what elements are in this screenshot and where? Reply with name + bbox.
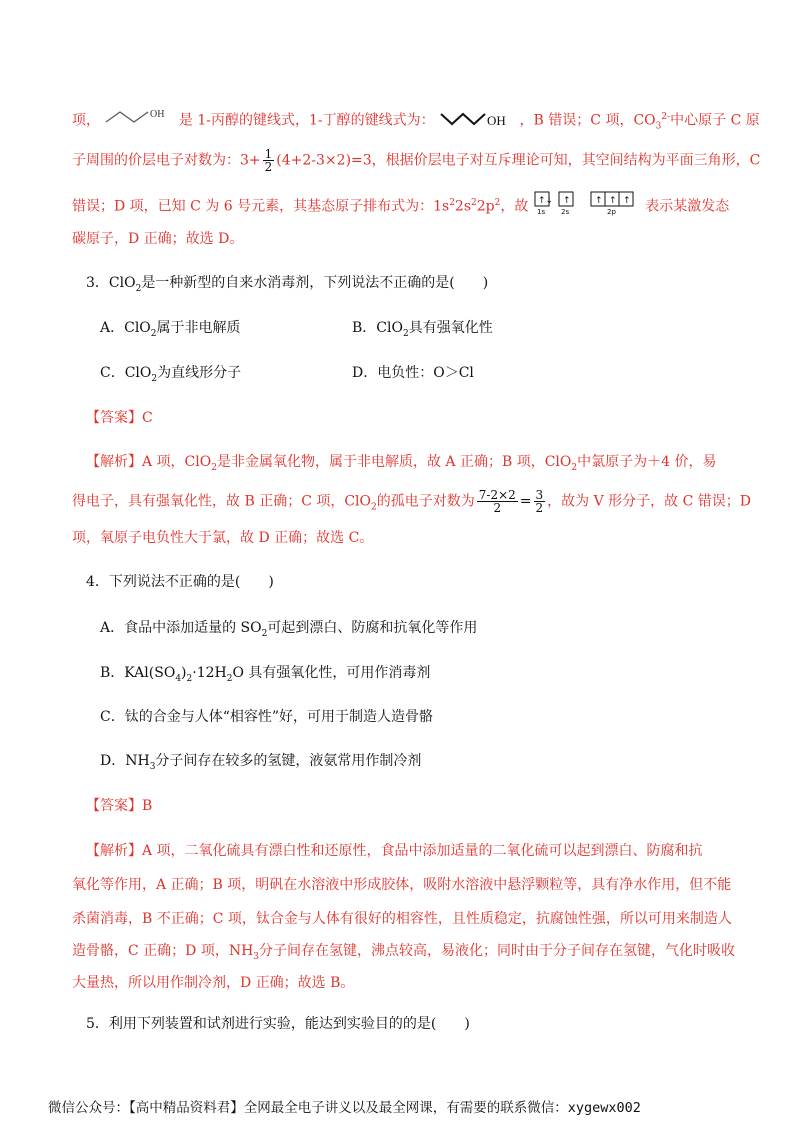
q3-answer — [86, 407, 760, 429]
answer-value: C — [142, 410, 153, 426]
propanol-skeletal-structure — [104, 106, 174, 135]
svg-text:↑: ↑ — [608, 196, 617, 206]
butanol-oh-label: OH — [487, 113, 506, 129]
q2-analysis-line-4: 碳原子，D 正确；故选 D。 — [72, 231, 244, 247]
fraction-lone-pair: $\frac{7-2\times 2}{2}$ — [478, 488, 516, 515]
q2-analysis-line-2: 子周围的价层电子对数为：3+ $\frac{1}{2}$ (4+2-3×2)=3，根据价层电子对互斥理论可知，其空间结构为平面三角形，C — [72, 147, 761, 174]
footer-wechat-notice: 微信公众号：【高中精品资料君】全网最全电子讲义以及最全网课，有需要的联系微信：xygewx002 — [48, 1100, 641, 1116]
q4-option-a: A．食品中添加适量的 $SO_2$可起到漂白、防腐和抗氧化等作用 — [100, 620, 478, 639]
q4-analysis-line-3: 杀菌消毒，B 不正确；C 项，钛合金与人体有很好的相容性，且性质稳定，抗腐蚀性强，所以可用来制造人 — [72, 911, 732, 927]
answer-tag: 【答案】 — [86, 410, 142, 426]
q3-stem: 3．ClO$_2$是一种新型的自来水消毒剂，下列说法不正确的是( ) — [86, 275, 489, 294]
q3-option-a: A．ClO$_2$属于非电解质 — [100, 320, 241, 339]
analysis-tag: 【解析】 — [86, 454, 142, 470]
svg-text:↑: ↑ — [622, 196, 631, 206]
orbital-2p-label: 2p — [606, 208, 616, 216]
q4-option-c: C．钛的合金与人体“相容性”好，可用于制造人造骨骼 — [100, 709, 434, 725]
q5-stem: 5．利用下列装置和试剂进行实验，能达到实验目的的是( ) — [86, 1016, 470, 1032]
q4-analysis-line-1: 【解析】A 项，二氧化硫具有漂白性和还原性，食品中添加适量的二氧化硫可以起到漂白、防腐和抗 — [86, 843, 703, 859]
propanol-oh-label: OH — [150, 109, 165, 121]
q3-analysis-line-3: 项，氧原子电负性大于氯，故 D 正确；故选 C。 — [72, 530, 374, 546]
orbital-2s-label: 2s — [560, 208, 569, 216]
q3-option-b: B．ClO$_2$具有强氧化性 — [352, 320, 493, 339]
q4-analysis-line-2: 氧化等作用，A 正确；B 项，明矾在水溶液中形成胶体，吸附水溶液中悬浮颗粒等，具有净水作用，但不能 — [72, 877, 732, 893]
analysis-tag: 【解析】 — [86, 843, 142, 859]
answer-tag: 【答案】 — [86, 798, 142, 814]
q4-analysis-line-5: 大量热，所以用作制冷剂，D 正确；故选 B。 — [72, 975, 355, 991]
q3-option-d: D．电负性：O＞Cl — [352, 365, 474, 381]
svg-text:↑: ↑ — [594, 196, 603, 206]
q4-option-b: B．$KAl(SO_4)_2\cdot 12H_2O$ 具有强氧化性，可用作消毒剂 — [100, 665, 431, 684]
answer-value: B — [142, 798, 153, 814]
svg-text:↑: ↑ — [562, 196, 571, 206]
q3-option-c: C．ClO$_2$为直线形分子 — [100, 365, 242, 384]
orbital-diagram — [533, 190, 641, 223]
butanol-skeletal-structure — [439, 106, 515, 135]
q2-analysis-line-3: 错误；D 项，已知 C 为 6 号元素，其基态原子排布式为：$1s^22s^22p^2$，故 ↑↓ ↑ ↑ ↑ ↑ 1s 2s 2p 表示某激发态 — [72, 190, 760, 223]
orbital-1s-label: 1s — [536, 208, 545, 216]
q4-analysis-line-4: 造骨骼，C 正确；D 项，$NH_3$分子间存在氢键，沸点较高，易液化；同时由于分子间存在氢键，气化时吸收 — [72, 943, 736, 962]
q4-answer — [86, 795, 760, 817]
q3-analysis-line-2: 得电子，具有强氧化性，故 B 正确；C 项，ClO$_2$的孤电子对数为 $\frac{7-2\times 2}{2}$ = $\frac{3}{2}$ ，故为 V 形分子，故 C 错误；D — [72, 488, 752, 515]
svg-text:↑↓: ↑↓ — [537, 196, 553, 206]
fraction-three-halves: $\frac{3}{2}$ — [535, 488, 544, 515]
q2-analysis-line-1: 项， OH 是 1-丙醇的键线式，1-丁醇的键线式为： OH ，B 错误；C 项，$CO_3^{2-}$中心原子 C 原 — [72, 106, 760, 137]
q3-analysis-line-1: 【解析】A 项，ClO$_2$是非金属氧化物，属于非电解质，故 A 正确；B 项，ClO$_2$中氯原子为＋4 价，易 — [86, 454, 717, 473]
fraction-half: $\frac{1}{2}$ — [264, 147, 273, 174]
q4-option-d: D．$NH_3$分子间存在较多的氢键，液氨常用作制冷剂 — [100, 753, 422, 772]
q4-stem: 4．下列说法不正确的是( ) — [86, 574, 274, 590]
